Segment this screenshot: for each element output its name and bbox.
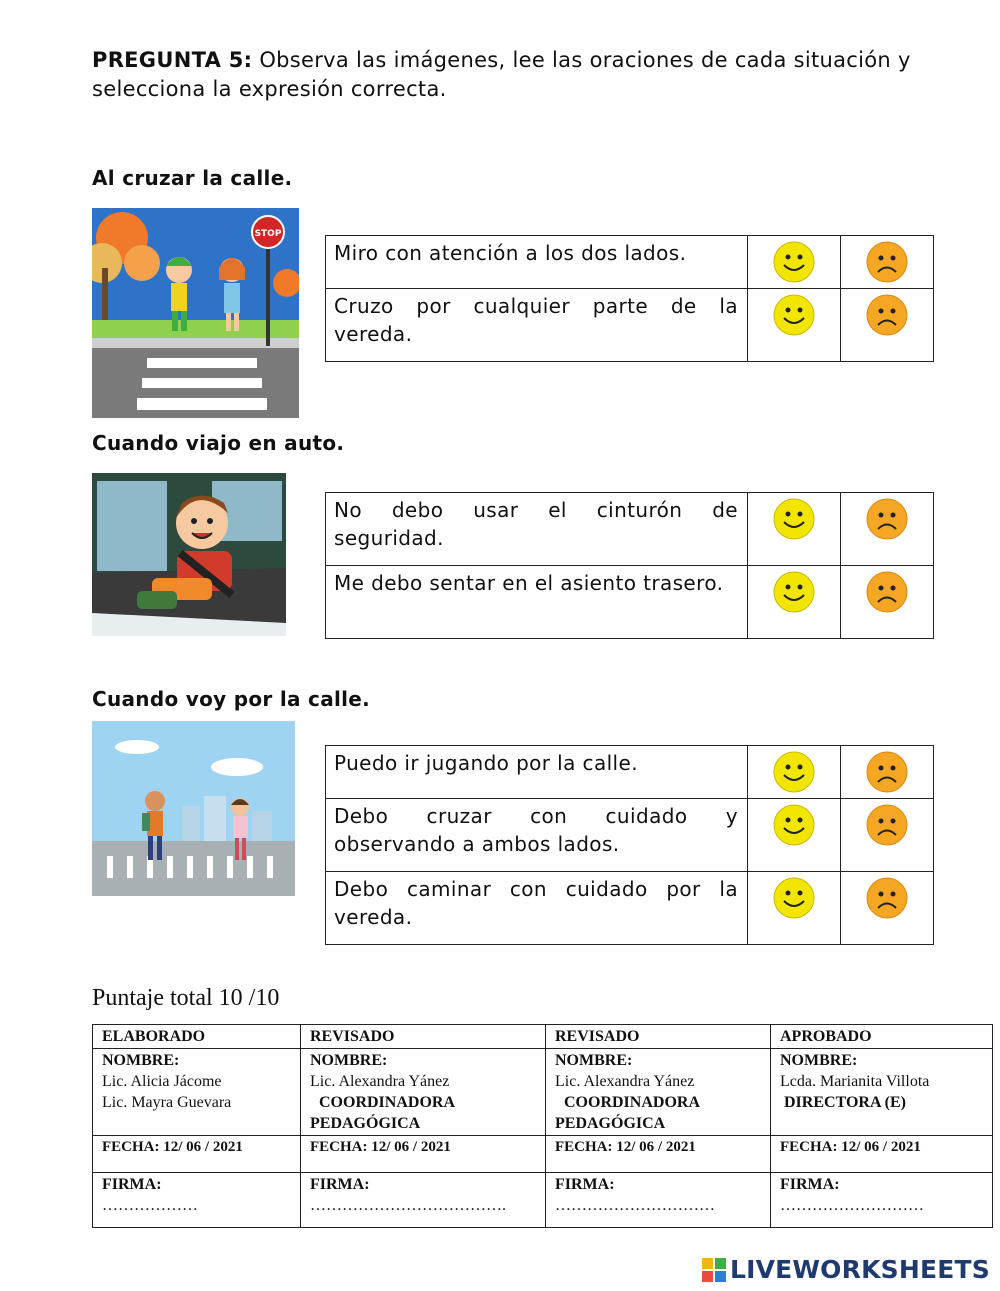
smiley-sad-icon[interactable] <box>865 876 909 920</box>
signature-cell <box>546 1173 771 1228</box>
person-name: Lic. Mayra Guevara <box>102 1094 232 1111</box>
statements-table-auto <box>325 492 934 639</box>
section-heading-auto: Cuando viajo en auto. <box>92 431 345 455</box>
brand-name: LIVEWORKSHEETS <box>729 1255 990 1284</box>
name-cell <box>301 1049 546 1136</box>
smiley-happy-icon[interactable] <box>772 293 816 337</box>
statement-text: Miro con atención a los dos lados. <box>326 236 748 289</box>
signature-label: FIRMA: <box>780 1176 840 1193</box>
date-cell: FECHA: 12/ 06 / 2021 <box>546 1136 771 1173</box>
question-text <box>92 46 932 104</box>
statement-text: Debo caminar con cuidado por la vereda. <box>326 872 748 945</box>
smiley-happy-icon[interactable] <box>772 570 816 614</box>
signature-cell <box>771 1173 993 1228</box>
date-cell: FECHA: 12/ 06 / 2021 <box>93 1136 301 1173</box>
smiley-happy-icon[interactable] <box>772 240 816 284</box>
name-cell <box>546 1049 771 1136</box>
statements-table-calle <box>325 745 934 945</box>
signature-label: FIRMA: <box>102 1176 162 1193</box>
name-cell <box>771 1049 993 1136</box>
signature-label: FIRMA: <box>310 1176 370 1193</box>
name-label: NOMBRE: <box>555 1052 633 1069</box>
question-instructions: Observa las imágenes, lee las oraciones de cada situación y selecciona la expresión correcta. <box>92 48 911 101</box>
column-header: ELABORADO <box>93 1025 301 1049</box>
person-name: Lic. Alexandra Yánez <box>555 1073 695 1090</box>
signature-line: ……………………… <box>780 1197 924 1214</box>
date-cell: FECHA: 12/ 06 / 2021 <box>771 1136 993 1173</box>
question-label: PREGUNTA 5: <box>92 48 253 72</box>
signature-cell <box>301 1173 546 1228</box>
statements-table-cruzar <box>325 235 934 362</box>
section-heading-cruzar: Al cruzar la calle. <box>92 166 293 190</box>
smiley-sad-icon[interactable] <box>865 497 909 541</box>
column-header: REVISADO <box>301 1025 546 1049</box>
smiley-sad-icon[interactable] <box>865 293 909 337</box>
smiley-sad-icon[interactable] <box>865 570 909 614</box>
statement-text: No debo usar el cinturón de seguridad. <box>326 493 748 566</box>
signature-cell <box>93 1173 301 1228</box>
name-label: NOMBRE: <box>780 1052 858 1069</box>
smiley-sad-icon[interactable] <box>865 240 909 284</box>
person-name: Lcda. Marianita Villota <box>780 1073 930 1090</box>
smiley-happy-icon[interactable] <box>772 750 816 794</box>
crossing-street-image <box>92 208 299 418</box>
statement-text: Debo cruzar con cuidado y observando a ambos lados. <box>326 799 748 872</box>
name-label: NOMBRE: <box>310 1052 388 1069</box>
statement-text: Cruzo por cualquier parte de la vereda. <box>326 289 748 362</box>
signature-line: ………………………… <box>555 1197 715 1214</box>
walking-street-image <box>92 721 295 896</box>
car-seatbelt-image <box>92 473 286 636</box>
statement-text: Me debo sentar en el asiento trasero. <box>326 566 748 639</box>
stop-sign-text: STOP <box>254 229 282 239</box>
name-cell <box>93 1049 301 1136</box>
column-header: APROBADO <box>771 1025 993 1049</box>
smiley-happy-icon[interactable] <box>772 803 816 847</box>
signature-line: ………………………………. <box>310 1197 506 1214</box>
smiley-happy-icon[interactable] <box>772 876 816 920</box>
person-role: COORDINADORA PEDAGÓGICA <box>310 1094 455 1132</box>
smiley-sad-icon[interactable] <box>865 750 909 794</box>
person-name: Lic. Alicia Jácome <box>102 1073 222 1090</box>
person-role: DIRECTORA (E) <box>784 1094 906 1111</box>
person-role: COORDINADORA PEDAGÓGICA <box>555 1094 700 1132</box>
statement-text: Puedo ir jugando por la calle. <box>326 746 748 799</box>
signature-line: ……………… <box>102 1197 198 1214</box>
smiley-happy-icon[interactable] <box>772 497 816 541</box>
liveworksheets-logo[interactable] <box>702 1255 990 1284</box>
person-name: Lic. Alexandra Yánez <box>310 1073 450 1090</box>
smiley-sad-icon[interactable] <box>865 803 909 847</box>
column-header: REVISADO <box>546 1025 771 1049</box>
signature-table <box>92 1024 993 1228</box>
section-heading-calle: Cuando voy por la calle. <box>92 687 371 711</box>
signature-label: FIRMA: <box>555 1176 615 1193</box>
total-score: Puntaje total 10 /10 <box>92 985 280 1011</box>
liveworksheets-logo-icon <box>702 1258 726 1282</box>
name-label: NOMBRE: <box>102 1052 180 1069</box>
date-cell: FECHA: 12/ 06 / 2021 <box>301 1136 546 1173</box>
